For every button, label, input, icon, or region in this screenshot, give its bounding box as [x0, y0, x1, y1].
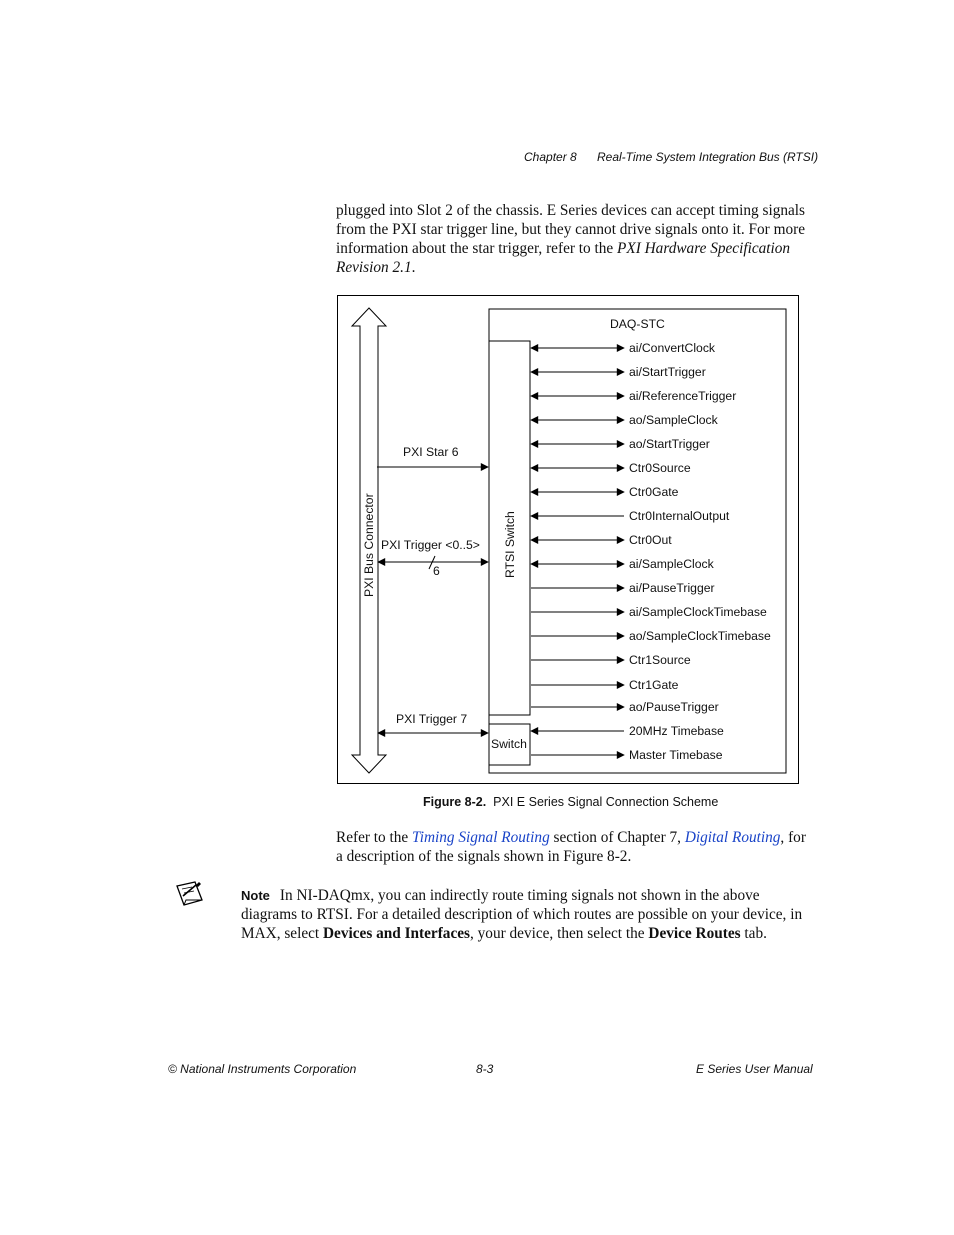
signal-label: ai/SampleClock	[629, 557, 714, 571]
signal-label: Ctr1Source	[629, 653, 691, 667]
signal-diagram	[338, 296, 800, 785]
timing-signal-routing-link[interactable]: Timing Signal Routing	[412, 829, 550, 846]
daq-stc-label: DAQ-STC	[610, 317, 665, 331]
figure-frame	[337, 295, 799, 784]
refer-text-mid: section of Chapter 7,	[549, 829, 685, 846]
signal-label: ao/SampleClock	[629, 413, 718, 427]
note-bold-devices: Devices and Interfaces	[323, 925, 470, 942]
refer-text-end: , for a description of the signals shown in Figure 8-2.	[336, 829, 806, 865]
note-text-mid: , your device, then select the	[470, 925, 649, 942]
signal-label: ao/SampleClockTimebase	[629, 629, 771, 643]
pxi-bus-connector-label: PXI Bus Connector	[362, 493, 376, 597]
signal-label: ao/StartTrigger	[629, 437, 710, 451]
signal-label: ai/ReferenceTrigger	[629, 389, 737, 403]
pxi-trigger-label: PXI Trigger <0..5>	[381, 538, 480, 552]
signal-label: Ctr0InternalOutput	[629, 509, 730, 523]
note-text: In NI-DAQmx, you can indirectly route timing signals not shown in the above diagrams to RTSI. For a detailed description of which routes are possible on your device, in MAX, select	[241, 887, 803, 942]
bus-width-label: 6	[433, 564, 440, 578]
figure-title: PXI E Series Signal Connection Scheme	[493, 795, 719, 809]
pxi-trigger7-label: PXI Trigger 7	[396, 712, 468, 726]
signal-label: Master Timebase	[629, 748, 723, 762]
spec-title: PXI Hardware Specification Revision 2.1	[336, 240, 791, 276]
signal-label: ao/PauseTrigger	[629, 700, 719, 714]
note-bold-routes: Device Routes	[648, 925, 741, 942]
pxi-star-label: PXI Star 6	[403, 445, 459, 459]
figure-number: Figure 8-2.	[423, 795, 487, 809]
figure-caption	[423, 795, 718, 809]
running-header-title: Real-Time System Integration Bus (RTSI)	[597, 150, 819, 164]
note-icon	[175, 880, 205, 908]
digital-routing-link[interactable]: Digital Routing	[684, 829, 781, 846]
signal-label: Ctr0Out	[629, 533, 672, 547]
running-header-chapter: Chapter 8	[524, 150, 577, 164]
signal-label: Ctr1Gate	[629, 678, 679, 692]
note-text-end: tab.	[740, 925, 767, 942]
intro-paragraph	[336, 201, 806, 277]
note-label: Note	[241, 888, 270, 903]
note-paragraph	[241, 886, 806, 943]
intro-text: plugged into Slot 2 of the chassis. E Series devices can accept timing signals from the PXI star trigger line, but they cannot drive signals onto it. For more information about the star trigger, refer to the	[336, 202, 806, 257]
signal-label: ai/ConvertClock	[629, 341, 716, 355]
footer-copyright: © National Instruments Corporation	[168, 1062, 357, 1076]
signal-label: ai/SampleClockTimebase	[629, 605, 767, 619]
signal-label: Ctr0Gate	[629, 485, 679, 499]
footer-manual-title: E Series User Manual	[696, 1062, 813, 1076]
footer-page-number: 8-3	[476, 1062, 494, 1076]
signal-label: Ctr0Source	[629, 461, 691, 475]
refer-text: Refer to the	[336, 829, 413, 846]
refer-paragraph	[336, 828, 806, 866]
signal-label: ai/StartTrigger	[629, 365, 706, 379]
signal-lines	[531, 341, 771, 762]
signal-label: ai/PauseTrigger	[629, 581, 715, 595]
intro-text-end: .	[411, 259, 416, 276]
switch-label: Switch	[491, 737, 527, 751]
rtsi-switch-label: RTSI Switch	[503, 511, 517, 578]
signal-label: 20MHz Timebase	[629, 724, 724, 738]
